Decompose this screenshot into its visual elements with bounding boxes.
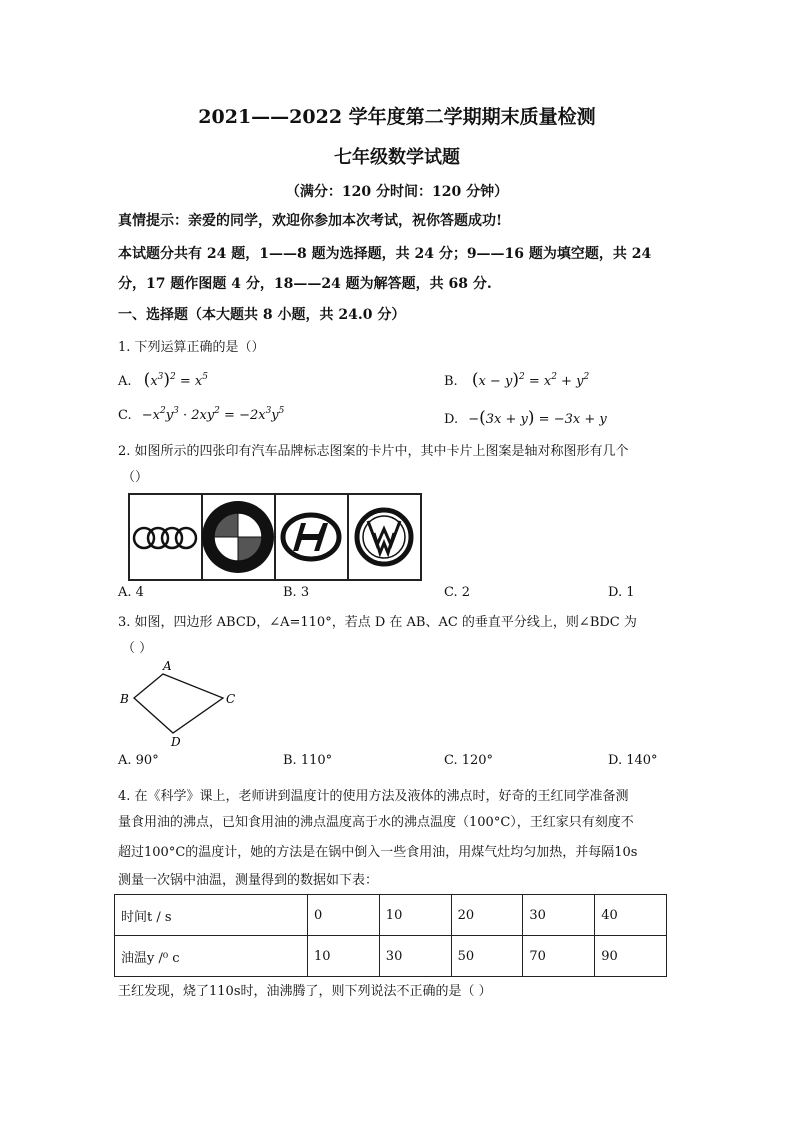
- q2-option-a: A. 4: [118, 585, 144, 600]
- q2-option-b: B. 3: [283, 585, 310, 600]
- q1-option-b: B. $(x - y)^2 = x^2 + y^2$: [444, 370, 590, 390]
- audi-rings-icon: [134, 528, 196, 548]
- question-3-stem-line1: 3. 如图，四边形 ABCD，∠A=110°，若点 D 在 AB、AC 的垂直平分线上，则∠BDC 为: [118, 615, 637, 630]
- q3-option-d: D. 140°: [608, 753, 658, 768]
- q1-option-d-label: D.: [444, 412, 459, 427]
- q3-option-c: C. 120°: [444, 753, 494, 768]
- table-cell: 20: [451, 895, 523, 936]
- vertex-label-a: A: [163, 659, 172, 673]
- exam-subtitle: 七年级数学试题: [334, 147, 460, 168]
- vertex-label-d: D: [171, 735, 181, 749]
- volkswagen-vw-icon: [357, 510, 411, 564]
- score-info: （满分：120 分时间：120 分钟）: [285, 184, 509, 200]
- question-3-stem-line2: （ ）: [122, 641, 153, 656]
- question-1-stem: 1. 下列运算正确的是（）: [118, 340, 265, 355]
- question-4-line1: 4. 在《科学》课上，老师讲到温度计的使用方法及液体的沸点时，好奇的王红同学准备测: [118, 789, 629, 804]
- table-cell: 50: [451, 936, 523, 977]
- q3-option-a: A. 90°: [118, 753, 159, 768]
- table-cell: 90: [595, 936, 667, 977]
- q1-option-c: C. $-x^2y^3 \cdot 2xy^2 = -2x^3y^5$: [118, 406, 285, 423]
- question-4-line2: 量食用油的沸点，已知食用油的沸点温度高于水的沸点温度（100°C），王红家只有刻度不: [118, 815, 634, 830]
- exam-title: 2021——2022 学年度第二学期期末质量检测: [198, 106, 596, 128]
- table-cell: 70: [523, 936, 595, 977]
- table-header-time: 时间t / s: [115, 895, 308, 936]
- table-cell: 10: [379, 895, 451, 936]
- table-row: [115, 936, 667, 977]
- table-cell: 0: [308, 895, 380, 936]
- exam-description-line2: 分，17 题作图题 4 分，18——24 题为解答题，共 68 分.: [118, 276, 492, 292]
- vertex-label-b: B: [120, 692, 129, 706]
- table-row: [115, 895, 667, 936]
- hyundai-h-icon: [283, 515, 339, 559]
- bmw-roundel-icon: [202, 501, 274, 573]
- q1-option-d: D. −(3x + y) = −3x + y: [444, 408, 607, 428]
- q1-option-a: A. $(x^3)^2 = x^5$: [118, 370, 208, 390]
- q1-option-b-label: B.: [444, 374, 458, 389]
- table-cell: 30: [523, 895, 595, 936]
- question-2-stem-line1: 2. 如图所示的四张印有汽车品牌标志图案的卡片中，其中卡片上图案是轴对称图形有几个: [118, 444, 629, 459]
- question-4-line4: 测量一次锅中油温，测量得到的数据如下表：: [118, 873, 379, 888]
- temperature-table: [114, 894, 667, 977]
- question-4-line3: 超过100°C的温度计，她的方法是在锅中倒入一些食用油，用煤气灶均匀加热，并每隔10s: [118, 845, 638, 860]
- car-logo-cards: [128, 493, 422, 581]
- table-header-oil-temp: 油温y /⁰ c: [115, 936, 308, 977]
- section-heading: 一、选择题（本大题共 8 小题，共 24.0 分）: [118, 307, 406, 323]
- q1-option-a-label: A.: [118, 374, 132, 389]
- quadrilateral-figure: [115, 658, 245, 750]
- table-cell: 30: [379, 936, 451, 977]
- exam-description-line1: 本试题分共有 24 题，1——8 题为选择题，共 24 分；9——16 题为填空题，共 24: [118, 246, 652, 262]
- q3-option-b: B. 110°: [283, 753, 333, 768]
- q1-option-c-label: C.: [118, 408, 132, 423]
- table-cell: 10: [308, 936, 380, 977]
- q2-option-d: D. 1: [608, 585, 635, 600]
- table-cell: 40: [595, 895, 667, 936]
- question-2-stem-line2: （）: [122, 470, 149, 485]
- q2-option-c: C. 2: [444, 585, 471, 600]
- question-4-after-table: 王红发现，烧了110s时，油沸腾了，则下列说法不正确的是（ ）: [118, 984, 492, 999]
- exam-tip: 真情提示：亲爱的同学，欢迎你参加本次考试，祝你答题成功!: [118, 213, 503, 229]
- vertex-label-c: C: [226, 692, 236, 706]
